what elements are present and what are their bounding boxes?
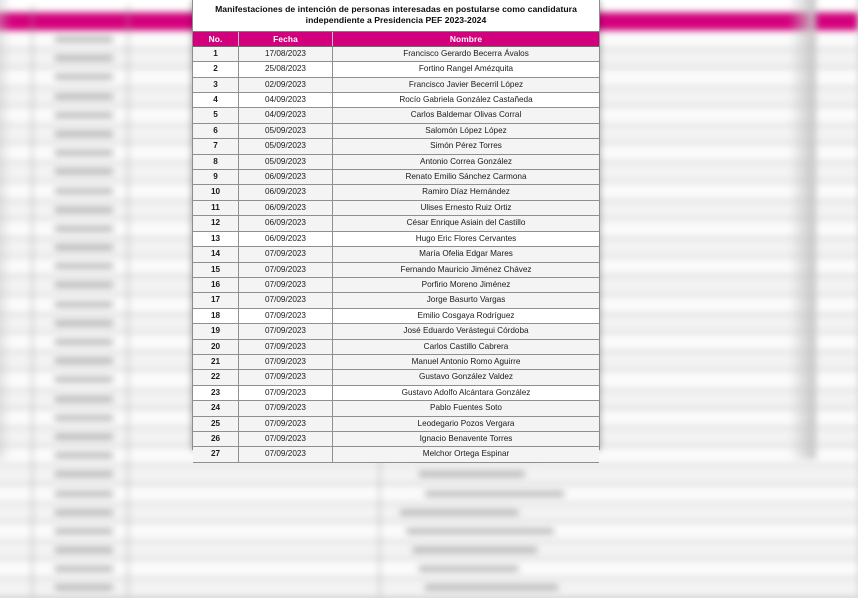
registrations-table bbox=[193, 32, 599, 463]
table-row[interactable] bbox=[193, 277, 599, 292]
cell-no: 3 bbox=[193, 77, 239, 92]
table-header-row bbox=[193, 32, 599, 47]
cell-fecha: 04/09/2023 bbox=[239, 93, 333, 108]
background-row bbox=[0, 579, 858, 598]
table-row[interactable] bbox=[193, 200, 599, 215]
cell-fecha: 07/09/2023 bbox=[239, 370, 333, 385]
cell-fecha: 04/09/2023 bbox=[239, 108, 333, 123]
cell-fecha: 06/09/2023 bbox=[239, 216, 333, 231]
column-header-no[interactable]: No. bbox=[193, 32, 239, 47]
cell-nombre: Gustavo González Valdez bbox=[333, 370, 600, 385]
table-header bbox=[193, 32, 599, 47]
cell-fecha: 07/09/2023 bbox=[239, 262, 333, 277]
cell-nombre: Salomón López López bbox=[333, 123, 600, 138]
cell-nombre: Renato Emilio Sánchez Carmona bbox=[333, 170, 600, 185]
background-row bbox=[0, 466, 858, 485]
cell-no: 15 bbox=[193, 262, 239, 277]
cell-no: 16 bbox=[193, 277, 239, 292]
cell-nombre: Carlos Baldemar Olivas Corral bbox=[333, 108, 600, 123]
cell-fecha: 07/09/2023 bbox=[239, 247, 333, 262]
cell-nombre: Ignacio Benavente Torres bbox=[333, 431, 600, 446]
cell-nombre: Francisco Javier Becerril López bbox=[333, 77, 600, 92]
cell-no: 10 bbox=[193, 185, 239, 200]
table-row[interactable] bbox=[193, 354, 599, 369]
cell-no: 27 bbox=[193, 447, 239, 462]
cell-nombre: Ulises Ernesto Ruiz Ortiz bbox=[333, 200, 600, 215]
cell-no: 18 bbox=[193, 308, 239, 323]
document-title: Manifestaciones de intención de personas interesadas en postularse como candidatura independiente a Presidencia PEF 2023-2024 bbox=[193, 0, 599, 32]
table-row[interactable] bbox=[193, 385, 599, 400]
table-row[interactable] bbox=[193, 416, 599, 431]
cell-nombre: Antonio Correa González bbox=[333, 154, 600, 169]
cell-fecha: 07/09/2023 bbox=[239, 339, 333, 354]
cell-fecha: 07/09/2023 bbox=[239, 447, 333, 462]
cell-nombre: César Enrique Asiain del Castillo bbox=[333, 216, 600, 231]
cell-no: 26 bbox=[193, 431, 239, 446]
background-row bbox=[0, 522, 858, 541]
cell-fecha: 07/09/2023 bbox=[239, 277, 333, 292]
cell-nombre: María Ofelia Edgar Mares bbox=[333, 247, 600, 262]
cell-no: 8 bbox=[193, 154, 239, 169]
cell-nombre: Simón Pérez Torres bbox=[333, 139, 600, 154]
cell-nombre: Melchor Ortega Espinar bbox=[333, 447, 600, 462]
table-row[interactable] bbox=[193, 185, 599, 200]
cell-fecha: 05/09/2023 bbox=[239, 123, 333, 138]
table-row[interactable] bbox=[193, 262, 599, 277]
background-row bbox=[0, 503, 858, 522]
cell-no: 17 bbox=[193, 293, 239, 308]
background-row bbox=[0, 484, 858, 503]
cell-fecha: 06/09/2023 bbox=[239, 185, 333, 200]
cell-no: 12 bbox=[193, 216, 239, 231]
cell-fecha: 07/09/2023 bbox=[239, 401, 333, 416]
cell-no: 20 bbox=[193, 339, 239, 354]
document-sheet bbox=[192, 0, 600, 459]
cell-fecha: 07/09/2023 bbox=[239, 308, 333, 323]
table-row[interactable] bbox=[193, 139, 599, 154]
table-body bbox=[193, 46, 599, 462]
cell-fecha: 25/08/2023 bbox=[239, 62, 333, 77]
table-row[interactable] bbox=[193, 308, 599, 323]
cell-fecha: 05/09/2023 bbox=[239, 139, 333, 154]
cell-no: 22 bbox=[193, 370, 239, 385]
cell-no: 25 bbox=[193, 416, 239, 431]
cell-no: 7 bbox=[193, 139, 239, 154]
cell-no: 19 bbox=[193, 324, 239, 339]
table-row[interactable] bbox=[193, 339, 599, 354]
cell-no: 1 bbox=[193, 46, 239, 61]
background-row bbox=[0, 541, 858, 560]
table-row[interactable] bbox=[193, 170, 599, 185]
table-row[interactable] bbox=[193, 123, 599, 138]
cell-no: 4 bbox=[193, 93, 239, 108]
cell-no: 24 bbox=[193, 401, 239, 416]
cell-fecha: 05/09/2023 bbox=[239, 154, 333, 169]
cell-no: 9 bbox=[193, 170, 239, 185]
table-row[interactable] bbox=[193, 46, 599, 61]
cell-nombre: Leodegario Pozos Vergara bbox=[333, 416, 600, 431]
cell-nombre: Rocío Gabriela González Castañeda bbox=[333, 93, 600, 108]
cell-fecha: 07/09/2023 bbox=[239, 416, 333, 431]
cell-fecha: 07/09/2023 bbox=[239, 324, 333, 339]
table-row[interactable] bbox=[193, 370, 599, 385]
cell-nombre: Ramiro Díaz Hernández bbox=[333, 185, 600, 200]
cell-nombre: Emilio Cosgaya Rodríguez bbox=[333, 308, 600, 323]
table-row[interactable] bbox=[193, 108, 599, 123]
table-row[interactable] bbox=[193, 401, 599, 416]
cell-nombre: Manuel Antonio Romo Aguirre bbox=[333, 354, 600, 369]
table-row[interactable] bbox=[193, 231, 599, 246]
cell-fecha: 06/09/2023 bbox=[239, 170, 333, 185]
cell-no: 23 bbox=[193, 385, 239, 400]
cell-nombre: José Eduardo Verástegui Córdoba bbox=[333, 324, 600, 339]
right-edge-shade bbox=[789, 0, 816, 459]
table-row[interactable] bbox=[193, 216, 599, 231]
table-row[interactable] bbox=[193, 62, 599, 77]
cell-nombre: Francisco Gerardo Becerra Ávalos bbox=[333, 46, 600, 61]
cell-fecha: 07/09/2023 bbox=[239, 354, 333, 369]
cell-no: 5 bbox=[193, 108, 239, 123]
cell-fecha: 07/09/2023 bbox=[239, 385, 333, 400]
table-row[interactable] bbox=[193, 154, 599, 169]
cell-nombre: Gustavo Adolfo Alcántara González bbox=[333, 385, 600, 400]
cell-no: 13 bbox=[193, 231, 239, 246]
cell-no: 21 bbox=[193, 354, 239, 369]
cell-nombre: Pablo Fuentes Soto bbox=[333, 401, 600, 416]
table-row[interactable] bbox=[193, 431, 599, 446]
cell-nombre: Carlos Castillo Cabrera bbox=[333, 339, 600, 354]
cell-nombre: Fernando Mauricio Jiménez Chávez bbox=[333, 262, 600, 277]
column-header-nombre[interactable]: Nombre bbox=[333, 32, 600, 47]
cell-fecha: 07/09/2023 bbox=[239, 293, 333, 308]
cell-fecha: 06/09/2023 bbox=[239, 231, 333, 246]
table-row[interactable] bbox=[193, 247, 599, 262]
cell-no: 6 bbox=[193, 123, 239, 138]
cell-fecha: 17/08/2023 bbox=[239, 46, 333, 61]
cell-nombre: Fortino Rangel Amézquita bbox=[333, 62, 600, 77]
cell-no: 2 bbox=[193, 62, 239, 77]
column-header-fecha[interactable]: Fecha bbox=[239, 32, 333, 47]
cell-fecha: 02/09/2023 bbox=[239, 77, 333, 92]
background-row bbox=[0, 560, 858, 579]
cell-fecha: 06/09/2023 bbox=[239, 200, 333, 215]
cell-no: 11 bbox=[193, 200, 239, 215]
table-row[interactable] bbox=[193, 293, 599, 308]
table-row[interactable] bbox=[193, 324, 599, 339]
cell-nombre: Hugo Eric Flores Cervantes bbox=[333, 231, 600, 246]
cell-no: 14 bbox=[193, 247, 239, 262]
cell-nombre: Jorge Basurto Vargas bbox=[333, 293, 600, 308]
cell-nombre: Porfirio Moreno Jiménez bbox=[333, 277, 600, 292]
table-row[interactable] bbox=[193, 93, 599, 108]
table-row[interactable] bbox=[193, 77, 599, 92]
cell-fecha: 07/09/2023 bbox=[239, 431, 333, 446]
table-row[interactable] bbox=[193, 447, 599, 462]
left-edge-shade bbox=[0, 0, 11, 459]
